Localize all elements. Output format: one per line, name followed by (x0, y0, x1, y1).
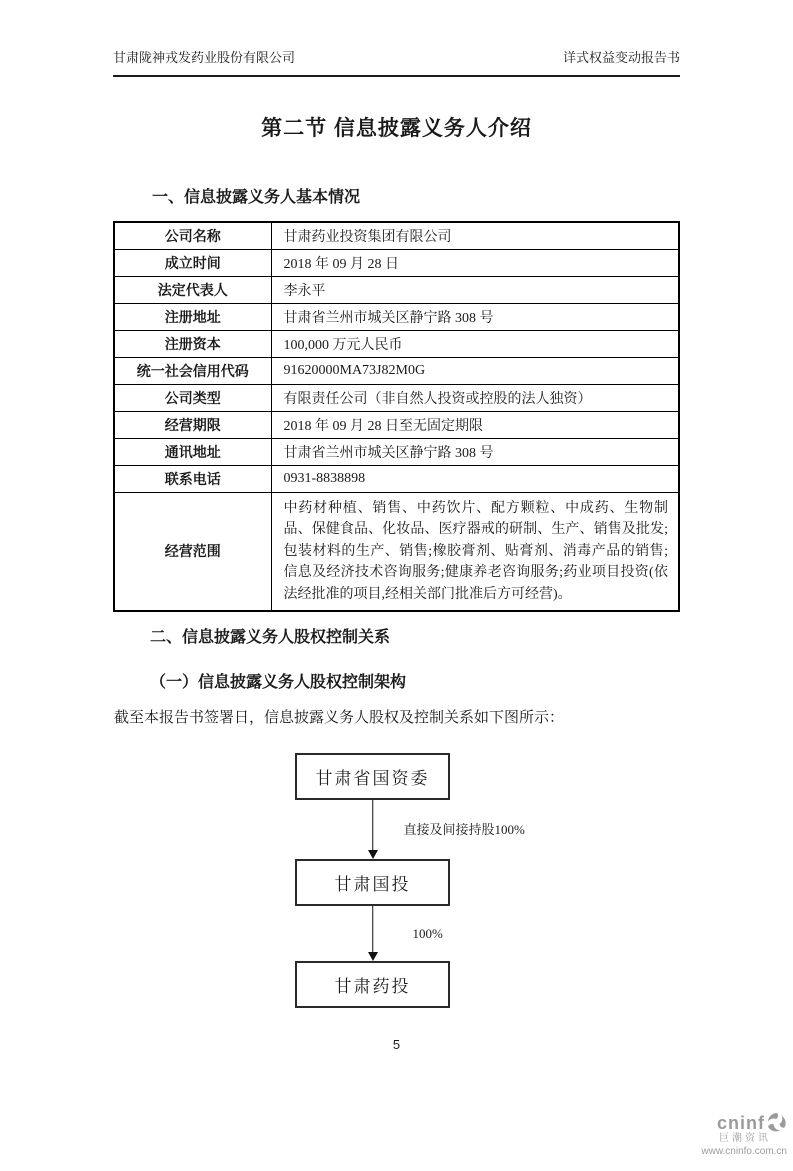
row-label: 通讯地址 (114, 438, 271, 465)
row-value: 李永平 (271, 276, 679, 303)
row-value: 100,000 万元人民币 (271, 330, 679, 357)
cninfo-url: www.cninfo.com.cn (701, 1146, 787, 1157)
row-value: 2018 年 09 月 28 日至无固定期限 (271, 411, 679, 438)
cninfo-chinese-name: 巨潮资讯 (719, 1133, 771, 1144)
row-value: 甘肃省兰州市城关区静宁路 308 号 (271, 303, 679, 330)
heading-ownership-structure: （一）信息披露义务人股权控制架构 (150, 674, 407, 691)
row-label: 经营期限 (114, 411, 271, 438)
table-row (114, 222, 679, 249)
table-row (114, 492, 679, 611)
document-page (0, 49, 793, 1171)
row-value: 甘肃省兰州市城关区静宁路 308 号 (271, 438, 679, 465)
table-row (114, 249, 679, 276)
table-row (114, 384, 679, 411)
table-row (114, 465, 679, 492)
row-label: 经营范围 (114, 492, 271, 611)
diagram-node-sasac: 甘肃省国资委 (295, 753, 450, 800)
cninfo-swirl-icon (766, 1112, 787, 1133)
row-label: 法定代表人 (114, 276, 271, 303)
row-value: 91620000MA73J82M0G (271, 357, 679, 384)
arrow-line (372, 800, 374, 851)
company-info-table (113, 221, 680, 612)
row-label: 注册地址 (114, 303, 271, 330)
row-value: 甘肃药业投资集团有限公司 (271, 222, 679, 249)
edge-label-holding: 直接及间接持股100% (403, 822, 525, 837)
row-label: 统一社会信用代码 (114, 357, 271, 384)
table-row (114, 330, 679, 357)
cninfo-brand-text: cninf (717, 1112, 765, 1133)
arrow-head-icon (368, 952, 378, 961)
table-row (114, 357, 679, 384)
edge-label-percent: 100% (412, 926, 443, 941)
arrow-down-icon (295, 800, 525, 859)
row-label: 注册资本 (114, 330, 271, 357)
row-label: 公司名称 (114, 222, 271, 249)
section-title: 第二节 信息披露义务人介绍 (261, 117, 532, 140)
table-row (114, 276, 679, 303)
diagram-node-gansu-guotou: 甘肃国投 (295, 859, 450, 906)
arrow-line (372, 906, 374, 953)
arrow-head-icon (368, 850, 378, 859)
row-value: 中药材种植、销售、中药饮片、配方颗粒、中成药、生物制品、保健食品、化妆品、医疗器戒的研制、生产、销售及批发;包装材料的生产、销售;橡胶膏剂、贴膏剂、消毒产品的销售;信息及经济技术咨询服务;健康养老咨询服务;药业项目投资(依法经批准的项目,经相关部门批准后方可经营)。 (271, 492, 679, 611)
heading-basic-info: 一、信息披露义务人基本情况 (152, 189, 361, 206)
header-company-name: 甘肃陇神戎发药业股份有限公司 (113, 50, 296, 65)
cninfo-logo-top (639, 1112, 787, 1133)
heading-ownership-relation: 二、信息披露义务人股权控制关系 (150, 629, 391, 646)
row-label: 联系电话 (114, 465, 271, 492)
row-label: 成立时间 (114, 249, 271, 276)
ownership-structure-diagram (295, 753, 525, 1008)
row-label: 公司类型 (114, 384, 271, 411)
page-number: 5 (392, 1037, 401, 1052)
cninfo-logo (639, 1112, 789, 1158)
row-value: 有限责任公司（非自然人投资或控股的法人独资） (271, 384, 679, 411)
row-value: 0931-8838898 (271, 465, 679, 492)
ownership-intro-paragraph: 截至本报告书签署日，信息披露义务人股权及控制关系如下图所示： (114, 710, 565, 726)
table-row (114, 411, 679, 438)
header-report-title: 详式权益变动报告书 (562, 50, 680, 65)
page-header (113, 49, 680, 77)
table-row (114, 303, 679, 330)
diagram-node-gansu-yaotou: 甘肃药投 (295, 961, 450, 1008)
arrow-down-icon (295, 906, 450, 961)
row-value: 2018 年 09 月 28 日 (271, 249, 679, 276)
table-row (114, 438, 679, 465)
